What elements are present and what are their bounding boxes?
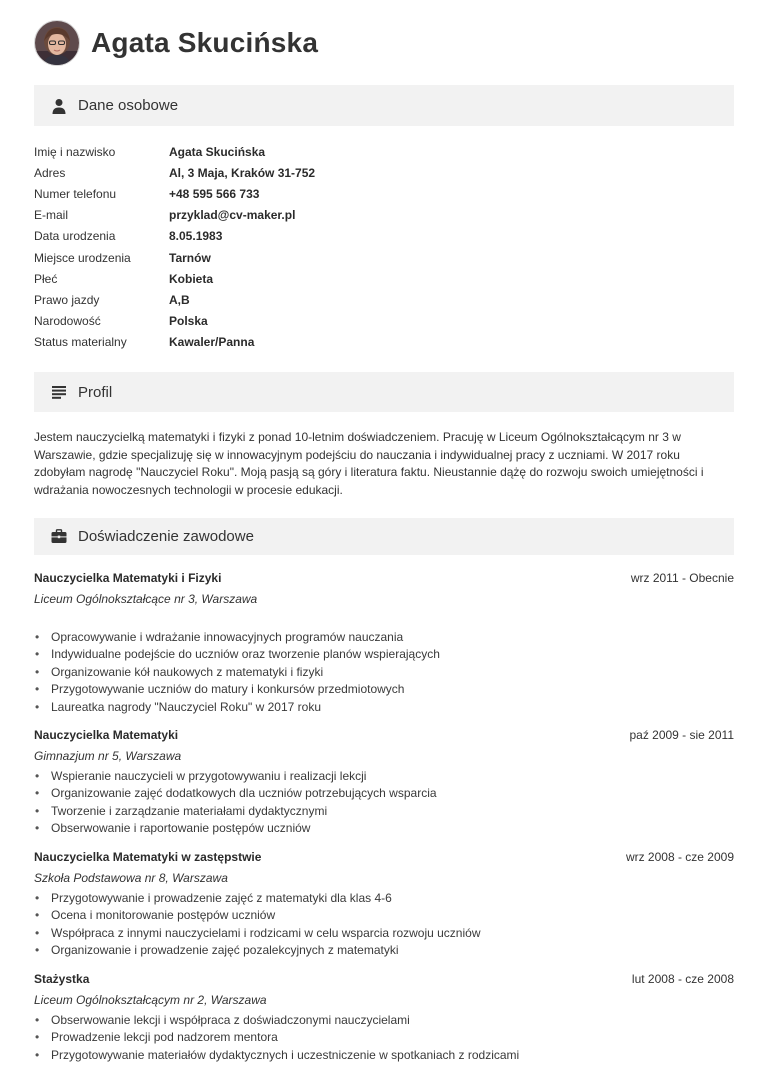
list-item: • Organizowanie kół naukowych z matematyki i fizyki — [34, 664, 734, 681]
job-company: Szkoła Podstawowa nr 8, Warszawa — [34, 871, 228, 885]
job-company: Gimnazjum nr 5, Warszawa — [34, 749, 182, 763]
job-entry — [34, 569, 734, 716]
job-company: Liceum Ogólnokształcącym nr 2, Warszawa — [34, 993, 267, 1007]
info-label: E-mail — [34, 208, 69, 223]
list-item: • Organizowanie i prowadzenie zajęć pozalekcyjnych z matematyki — [34, 942, 734, 959]
job-dates: wrz 2011 - Obecnie — [630, 571, 734, 585]
info-row — [34, 289, 734, 310]
list-item: • Współpraca z innymi nauczycielami i rodzicami w celu wsparcia rozwoju uczniów — [34, 925, 734, 942]
section-header-profile — [34, 372, 734, 412]
job-dates: wrz 2008 - cze 2009 — [625, 850, 734, 864]
job-dates: paź 2009 - sie 2011 — [629, 728, 734, 742]
info-value: przyklad@cv-maker.pl — [169, 208, 296, 223]
info-row — [34, 311, 734, 332]
info-label: Data urodzenia — [34, 229, 116, 244]
section-header-personal — [34, 85, 734, 126]
info-row — [34, 332, 734, 353]
info-row — [34, 162, 734, 183]
info-row — [34, 205, 734, 226]
list-item: • Przygotowywanie i prowadzenie zajęć z matematyki dla klas 4-6 — [34, 890, 734, 907]
job-title: Nauczycielka Matematyki w zastępstwie — [34, 850, 262, 864]
section-title: Dane osobowe — [78, 97, 179, 114]
info-label: Imię i nazwisko — [34, 144, 116, 159]
candidate-name: Agata Skucińska — [91, 27, 319, 58]
list-item: • Wspieranie nauczycieli w przygotowywaniu i realizacji lekcji — [34, 768, 734, 785]
cv-header — [34, 20, 318, 66]
job-company: Liceum Ogólnokształcące nr 3, Warszawa — [34, 592, 258, 606]
job-entry — [34, 970, 734, 1064]
info-label: Płeć — [34, 271, 58, 286]
info-label: Status materialny — [34, 335, 127, 350]
info-value: A,B — [169, 292, 190, 307]
section-title: Doświadczenie zawodowe — [78, 528, 254, 545]
list-item: • Przygotowywanie uczniów do matury i konkursów przedmiotowych — [34, 681, 734, 698]
job-duties — [34, 1012, 734, 1064]
info-row — [34, 268, 734, 289]
job-entry — [34, 848, 734, 960]
list-item: • Tworzenie i zarządzanie materiałami dydaktycznymi — [34, 803, 734, 820]
profile-photo — [34, 20, 80, 66]
info-row — [34, 247, 734, 268]
info-row — [34, 226, 734, 247]
profile-summary: Jestem nauczycielką matematyki i fizyki z ponad 10-letnim doświadczeniem. Pracuję w Liceum Ogólnokształcącym nr 3 w Warszawie, gdzie specjalizuję się w innowacyjnym podejściu do nauczania i indywidualnej pracy z uczniami. W 2017 roku zdobyłam nagrodę "Nauczyciel Roku". Moją pasją są góry i literatura faktu. Nieustannie dążę do rozwoju swoich umiejętności i wdrażania nowoczesnych technologii w procesie edukacji. — [34, 430, 704, 497]
list-item: • Opracowywanie i wdrażanie innowacyjnych programów nauczania — [34, 629, 734, 646]
info-label: Numer telefonu — [34, 186, 117, 201]
job-entry — [34, 726, 734, 838]
briefcase-icon — [50, 528, 68, 546]
job-title: Nauczycielka Matematyki i Fizyki — [34, 571, 222, 585]
list-item: • Obserwowanie i raportowanie postępów uczniów — [34, 820, 734, 837]
list-item: • Obserwowanie lekcji i współpraca z doświadczonymi nauczycielami — [34, 1012, 734, 1029]
list-item: • Ocena i monitorowanie postępów uczniów — [34, 907, 734, 924]
section-title: Profil — [78, 383, 113, 401]
info-value: Kawaler/Panna — [169, 335, 255, 350]
info-value: Tarnów — [169, 250, 211, 265]
info-label: Miejsce urodzenia — [34, 250, 131, 265]
job-dates: lut 2008 - cze 2008 — [631, 972, 734, 986]
list-item: • Laureatka nagrody "Nauczyciel Roku" w 2017 roku — [34, 699, 734, 716]
personal-details — [34, 141, 734, 353]
info-label: Adres — [34, 165, 66, 180]
info-row — [34, 141, 734, 162]
job-duties — [34, 768, 734, 838]
job-title: Nauczycielka Matematyki — [34, 728, 179, 742]
text-lines-icon — [50, 383, 68, 401]
list-item: • Indywidualne podejście do uczniów oraz tworzenie planów wspierających — [34, 646, 734, 663]
info-label: Narodowość — [34, 314, 101, 329]
list-item: • Prowadzenie lekcji pod nadzorem mentora — [34, 1029, 734, 1046]
info-value: Al, 3 Maja, Kraków 31-752 — [169, 165, 316, 180]
info-value: Kobieta — [169, 271, 214, 286]
info-value: Agata Skucińska — [169, 144, 266, 159]
info-value: +48 595 566 733 — [169, 186, 260, 201]
info-label: Prawo jazdy — [34, 292, 100, 307]
section-header-experience — [34, 518, 734, 555]
job-duties — [34, 629, 734, 716]
job-duties — [34, 890, 734, 960]
person-icon — [50, 97, 68, 115]
info-value: Polska — [169, 314, 208, 329]
info-row — [34, 183, 734, 204]
list-item: • Organizowanie zajęć dodatkowych dla uczniów potrzebujących wsparcia — [34, 785, 734, 802]
job-title: Stażystka — [34, 972, 90, 986]
list-item: • Przygotowywanie materiałów dydaktycznych i uczestniczenie w spotkaniach z rodzicami — [34, 1047, 734, 1064]
info-value: 8.05.1983 — [169, 229, 223, 244]
